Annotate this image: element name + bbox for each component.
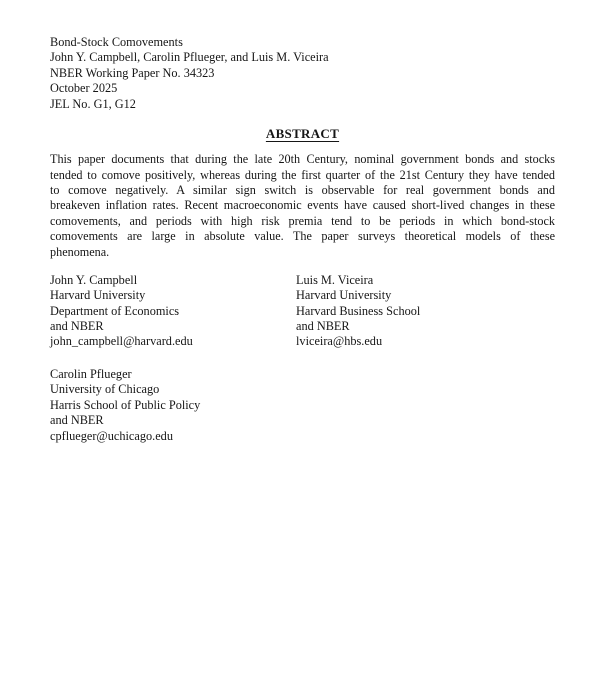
author-name: John Y. Campbell (50, 272, 138, 287)
author-email: cpflueger@uchicago.edu (50, 428, 173, 443)
jel-codes: JEL No. G1, G12 (50, 96, 136, 111)
author-block-viceira (296, 273, 555, 350)
author-affiliation: and NBER (50, 319, 104, 334)
author-affiliation: and NBER (296, 319, 350, 334)
author-affiliation: Harvard Business School (296, 303, 421, 318)
paper-header-block (50, 35, 555, 112)
abstract-line: tended to comove positively, whereas during the first quarter of the 21st Century they have tended (50, 167, 555, 182)
author-name: Luis M. Viceira (296, 272, 374, 287)
author-affiliation: Harris School of Public Policy (50, 397, 201, 412)
abstract-line: to comove negatively. A similar sign switch is observable for real government bonds and (50, 183, 555, 198)
paper-title: Bond-Stock Comovements (50, 35, 183, 49)
author-affiliation: Harvard University (50, 288, 146, 303)
author-affiliation: Department of Economics (50, 303, 180, 318)
author-block-pflueger (50, 367, 296, 444)
author-affiliation: Harvard University (296, 288, 392, 303)
paper-authors-line: John Y. Campbell, Carolin Pflueger, and Luis M. Viceira (50, 50, 329, 65)
working-paper-number: NBER Working Paper No. 34323 (50, 65, 215, 80)
abstract-line: This paper documents that during the late 20th Century, nominal government bonds and stocks (50, 152, 555, 167)
abstract-line: comovements are large in absolute value. The paper surveys theoretical models of these (50, 229, 555, 244)
abstract-line: breakeven inflation rates. Recent macroeconomic events have caused short-lived changes in these (50, 198, 555, 213)
abstract-line: comovements, and periods with high risk premia tend to be periods in which bond-stock (50, 213, 555, 228)
abstract-heading (50, 126, 555, 141)
author-email: lviceira@hbs.edu (296, 334, 383, 349)
author-affiliation: University of Chicago (50, 382, 160, 397)
author-grid-empty-cell (296, 367, 555, 444)
author-email: john_campbell@harvard.edu (50, 334, 193, 349)
abstract-paragraph (50, 152, 555, 259)
author-affiliations-grid (50, 273, 555, 444)
abstract-heading-text: ABSTRACT (265, 126, 340, 142)
author-block-campbell (50, 273, 296, 350)
abstract-line: phenomena. (50, 244, 110, 259)
paper-date: October 2025 (50, 81, 118, 96)
author-name: Carolin Pflueger (50, 366, 132, 381)
author-affiliation: and NBER (50, 413, 104, 428)
